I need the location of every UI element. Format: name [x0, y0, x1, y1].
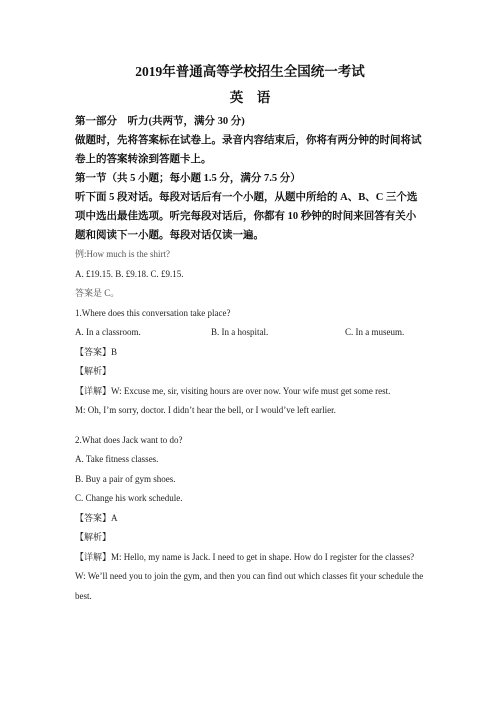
- q1-analysis: 【解析】: [75, 366, 112, 376]
- q1-option-b: B. In a hospital.: [211, 327, 269, 337]
- q2-question: 2.What does Jack want to do?: [75, 434, 183, 445]
- q2-option-c: C. Change his work schedule.: [75, 493, 183, 503]
- part1-heading: 第一部分 听力(共两节，满分 30 分): [75, 116, 245, 127]
- q2-answer: 【答案】A: [75, 512, 118, 523]
- q2-option-b: B. Buy a pair of gym shoes.: [75, 473, 176, 484]
- section1-instruction: 听下面 5 段对话。每段对话后有一个小题，从题中所给的 A、B、C 三个选项中选出最佳选项。听完每段对话后，你都有 10 秒钟的时间来回答有关小题和阅读下一小题。每段对话仅读一遍。: [75, 192, 418, 241]
- q1-option-a: A. In a classroom.: [75, 327, 141, 337]
- example-answer: 答案是 C。: [75, 288, 120, 298]
- q1-question: 1.Where does this conversation take place?: [75, 307, 231, 318]
- q1-options: [75, 323, 425, 343]
- q2-detail-1: 【详解】M: Hello, my name is Jack. I need to get in shape. How do I register for the classes?: [75, 551, 415, 562]
- q2-option-a: A. Take fitness classes.: [75, 454, 159, 464]
- part1-instruction: 做题时，先将答案标在试卷上。录音内容结束后，你将有两分钟的时间将试卷上的答案转涂到答题卡上。: [75, 135, 422, 165]
- section1-heading: 第一节（共 5 小题；每小题 1.5 分，满分 7.5 分）: [75, 173, 301, 184]
- q1-answer: 【答案】B: [75, 346, 118, 357]
- example-question: 例:How much is the shirt?: [75, 249, 170, 259]
- q2-detail-2: W: We’ll need you to join the gym, and then you can find out which classes fit your schedule the best.: [75, 571, 424, 601]
- document-page: [75, 62, 425, 606]
- example-options: A. £19.15. B. £9.18. C. £9.15.: [75, 268, 184, 279]
- q1-detail-1: 【详解】W: Excuse me, sir, visiting hours are over now. Your wife must get some rest.: [75, 385, 391, 396]
- q2-analysis: 【解析】: [75, 532, 112, 542]
- subject-title: 英 语: [229, 90, 271, 105]
- q1-option-c: C. In a museum.: [345, 327, 405, 337]
- exam-title: 2019年普通高等学校招生全国统一考试: [135, 64, 365, 79]
- spacer: [75, 421, 425, 431]
- q1-detail-2: M: Oh, I’m sorry, doctor. I didn’t hear the bell, or I would’ve left earlier.: [75, 405, 336, 415]
